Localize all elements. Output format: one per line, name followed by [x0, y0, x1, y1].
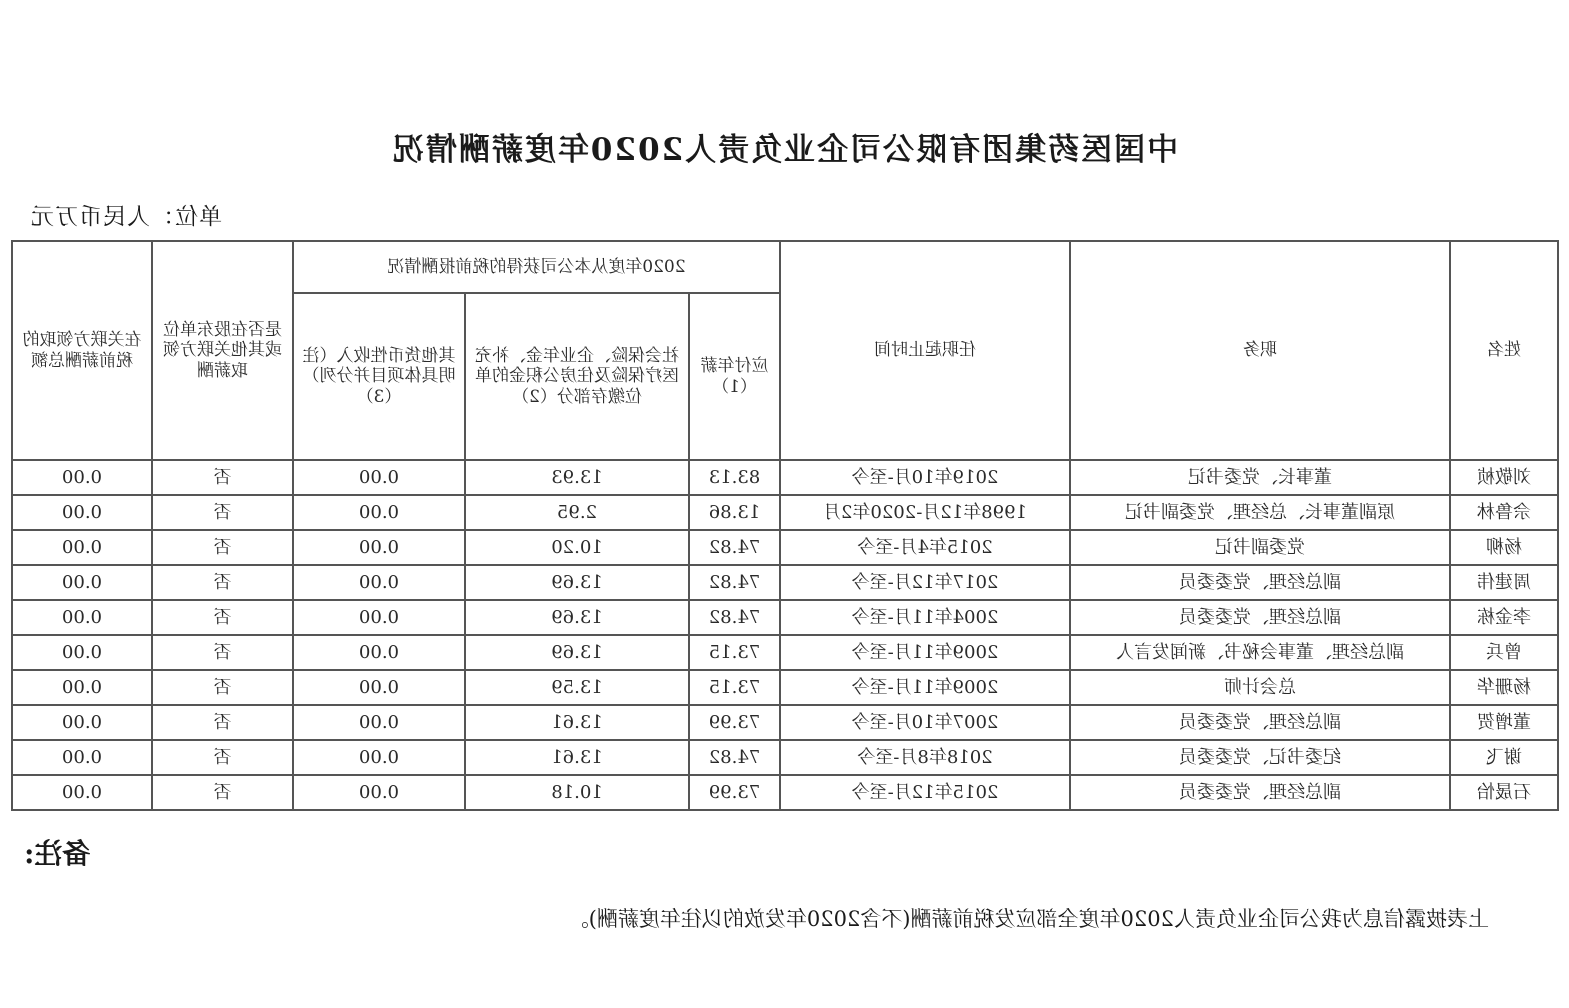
cell-other: 0.00: [293, 530, 465, 565]
cell-name: 杨柳: [1450, 530, 1558, 565]
cell-payable: 73.15: [689, 670, 780, 705]
cell-name: 谢飞: [1450, 740, 1558, 775]
cell-related: 否: [152, 635, 293, 670]
cell-payable: 74.82: [689, 530, 780, 565]
header-pay-group: 2020年度从本公司获得的税前报酬情况: [293, 241, 780, 293]
cell-related: 否: [152, 600, 293, 635]
cell-tenure: 1998年12月-2020年2月: [780, 495, 1070, 530]
unit-label: 单位：人民币万元: [30, 204, 222, 230]
header-payable: 应付年薪（1）: [689, 293, 780, 460]
cell-related: 否: [152, 530, 293, 565]
table-row: [12, 530, 1558, 565]
cell-related-total: 0.00: [12, 635, 152, 670]
cell-other: 0.00: [293, 740, 465, 775]
header-other: 其他货币性收入（注明具体项目并分列）（3）: [293, 293, 465, 460]
cell-payable: 83.13: [689, 460, 780, 495]
cell-position: 原副董事长、总经理、党委副书记: [1070, 495, 1450, 530]
cell-social: 13.69: [465, 600, 689, 635]
cell-related-total: 0.00: [12, 705, 152, 740]
table-row: [12, 775, 1558, 810]
cell-other: 0.00: [293, 495, 465, 530]
cell-name: 杨珊华: [1450, 670, 1558, 705]
cell-payable: 74.82: [689, 565, 780, 600]
notes-text: 上表披露信息为我公司企业负责人2020年度全部应发税前薪酬(不含2020年发放的以往年度薪酬)。: [567, 907, 1489, 931]
cell-related: 否: [152, 670, 293, 705]
cell-related: 否: [152, 775, 293, 810]
cell-payable: 73.99: [689, 775, 780, 810]
table-row: [12, 460, 1558, 495]
cell-other: 0.00: [293, 565, 465, 600]
cell-social: 2.95: [465, 495, 689, 530]
cell-tenure: 2009年11月-至今: [780, 670, 1070, 705]
cell-social: 10.20: [465, 530, 689, 565]
header-tenure: 任职起止时间: [780, 241, 1070, 460]
cell-social: 13.61: [465, 705, 689, 740]
cell-related: 否: [152, 565, 293, 600]
cell-payable: 13.86: [689, 495, 780, 530]
header-related-flag: 是否在股东单位或其他关联方领取薪酬: [152, 241, 293, 460]
cell-related: 否: [152, 740, 293, 775]
cell-tenure: 2018年8月-至今: [780, 740, 1070, 775]
notes-title: 备注:: [24, 837, 91, 870]
cell-position: 总会计师: [1070, 670, 1450, 705]
cell-social: 13.61: [465, 740, 689, 775]
cell-related: 否: [152, 705, 293, 740]
cell-position: 董事长、党委书记: [1070, 460, 1450, 495]
cell-name: 董增贺: [1450, 705, 1558, 740]
table-row: [12, 705, 1558, 740]
cell-other: 0.00: [293, 705, 465, 740]
cell-related-total: 0.00: [12, 740, 152, 775]
cell-tenure: 2015年4月-至今: [780, 530, 1070, 565]
header-position: 职务: [1070, 241, 1450, 460]
cell-social: 13.59: [465, 670, 689, 705]
table-row: [12, 670, 1558, 705]
cell-social: 13.69: [465, 565, 689, 600]
table-row: [12, 635, 1558, 670]
cell-tenure: 2017年12月-至今: [780, 565, 1070, 600]
cell-other: 0.00: [293, 635, 465, 670]
salary-table: [11, 240, 1559, 811]
cell-tenure: 2007年10月-至今: [780, 705, 1070, 740]
cell-name: 周建伟: [1450, 565, 1558, 600]
cell-social: 10.18: [465, 775, 689, 810]
cell-name: 佘鲁林: [1450, 495, 1558, 530]
cell-payable: 73.15: [689, 635, 780, 670]
cell-position: 副总经理、党委委员: [1070, 775, 1450, 810]
cell-tenure: 2009年11月-至今: [780, 635, 1070, 670]
cell-related-total: 0.00: [12, 460, 152, 495]
cell-name: 石晟怡: [1450, 775, 1558, 810]
cell-name: 刘敬桢: [1450, 460, 1558, 495]
cell-related-total: 0.00: [12, 495, 152, 530]
cell-name: 曾兵: [1450, 635, 1558, 670]
cell-related-total: 0.00: [12, 670, 152, 705]
header-social: 社会保险、企业年金、补充医疗保险及住房公积金的单位缴存部分（2）: [465, 293, 689, 460]
cell-position: 副总经理、党委委员: [1070, 600, 1450, 635]
cell-name: 李金栋: [1450, 600, 1558, 635]
header-name: 姓名: [1450, 241, 1558, 460]
cell-social: 13.69: [465, 635, 689, 670]
page-title: 中国医药集团有限公司企业负责人2020年度薪酬情况: [390, 132, 1179, 168]
cell-related-total: 0.00: [12, 565, 152, 600]
cell-other: 0.00: [293, 775, 465, 810]
cell-position: 党委副书记: [1070, 530, 1450, 565]
cell-position: 副总经理、党委委员: [1070, 705, 1450, 740]
cell-position: 副总经理、董事会秘书、新闻发言人: [1070, 635, 1450, 670]
cell-tenure: 2004年11月-至今: [780, 600, 1070, 635]
table-row: [12, 495, 1558, 530]
cell-payable: 73.99: [689, 705, 780, 740]
cell-related-total: 0.00: [12, 775, 152, 810]
cell-other: 0.00: [293, 600, 465, 635]
cell-related-total: 0.00: [12, 600, 152, 635]
cell-tenure: 2015年12月-至今: [780, 775, 1070, 810]
cell-payable: 74.82: [689, 600, 780, 635]
cell-related-total: 0.00: [12, 530, 152, 565]
table-row: [12, 740, 1558, 775]
cell-position: 纪委书记、党委委员: [1070, 740, 1450, 775]
cell-payable: 74.82: [689, 740, 780, 775]
cell-other: 0.00: [293, 670, 465, 705]
cell-related: 否: [152, 495, 293, 530]
cell-social: 13.93: [465, 460, 689, 495]
cell-position: 副总经理、党委委员: [1070, 565, 1450, 600]
table-row: [12, 565, 1558, 600]
header-related-total: 在关联方领取的税前薪酬总额: [12, 241, 152, 460]
cell-tenure: 2019年10月-至今: [780, 460, 1070, 495]
table-row: [12, 600, 1558, 635]
cell-related: 否: [152, 460, 293, 495]
cell-other: 0.00: [293, 460, 465, 495]
